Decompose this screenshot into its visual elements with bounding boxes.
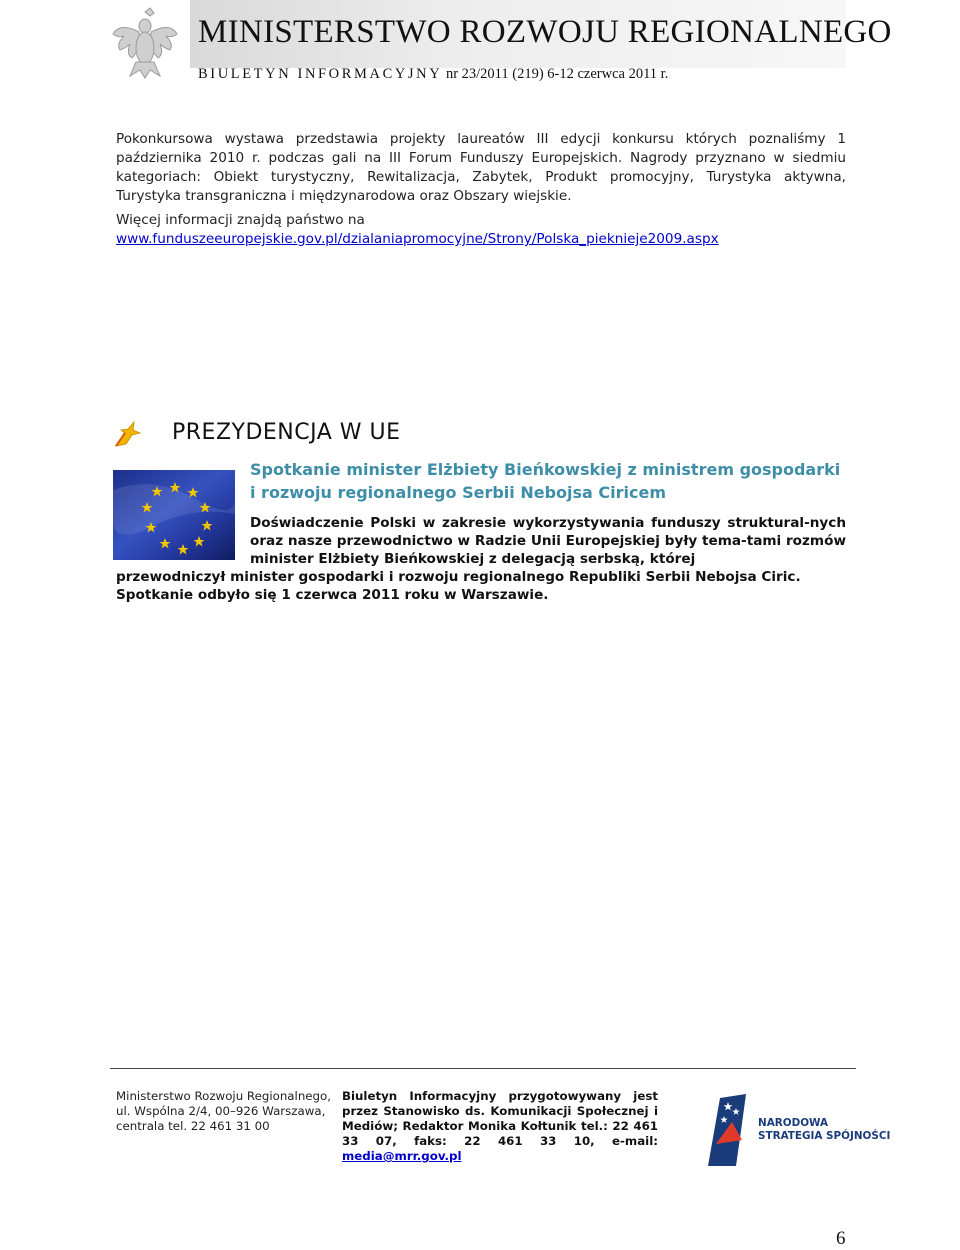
more-info-text: Więcej informacji znajdą państwo na: [116, 212, 365, 228]
intro-paragraph: Pokonkursowa wystawa przedstawia projekty laureatów III edycji konkursu których poznaliśmy 1 października 2010 r. podczas gali na III Forum Funduszy Europejskich. Nagrody przyznano w siedmiu kategoriach: Obiekt turystyczny, Rewitalizacja, Zabytek, Produkt promocyjny, Turystyka aktywna, Turystyka transgraniczna i międzynarodowa oraz Obszary wiejskie.: [116, 131, 846, 204]
page-header: [110, 0, 892, 85]
address-line: Ministerstwo Rozwoju Regionalnego,: [116, 1089, 332, 1103]
article-body-part2: przewodniczył minister gospodarki i rozwoju regionalnego Republiki Serbii Nebojsa Ciric. Spotkanie odbyło się 1 czerwca 2011 roku w Warszawie.: [116, 569, 801, 603]
email-link[interactable]: media@mrr.gov.pl: [342, 1149, 462, 1163]
star-icon: [112, 420, 142, 448]
ministry-title: MINISTERSTWO ROZWOJU REGIONALNEGO: [198, 14, 892, 50]
article-body-part1: Doświadczenie Polski w zakresie wykorzystywania funduszy struktural-nych oraz nasze przewodnictwo w Radzie Unii Europejskiej były tema-tami rozmów minister Elżbiety Bieńkowskiej z delegacją serbską, której: [250, 515, 846, 567]
footer-address: [116, 1089, 331, 1134]
footer-divider: [110, 1068, 856, 1069]
nss-logo-text: [758, 1117, 890, 1143]
funds-link[interactable]: www.funduszeeuropejskie.gov.pl/dzialaniapromocyjne/Strony/Polska_pieknieje2009.aspx: [116, 231, 719, 247]
polish-eagle-emblem-icon: [110, 4, 180, 80]
section-title: PREZYDENCJA W UE: [172, 420, 401, 445]
bulletin-subtitle: [198, 66, 668, 83]
nss-logo-line: NARODOWA: [758, 1117, 829, 1129]
article-title: Spotkanie minister Elżbiety Bieńkowskiej z ministrem gospodarki i rozwoju regionalnego Serbii Nebojsa Ciricem: [250, 460, 841, 502]
bulletin-issue: nr 23/2011 (219) 6-12 czerwca 2011 r.: [445, 66, 669, 82]
page-number: 6: [836, 1228, 846, 1249]
bulletin-info-text: Biuletyn Informacyjny przygotowywany jest przez Stanowisko ds. Komunikacji Społecznej i Mediów; Redaktor Monika Kołtunik tel.: 22 461 33 07, faks: 22 461 33 10, e-mail:: [342, 1089, 658, 1148]
eu-flag-photo: [113, 470, 235, 560]
address-line: ul. Wspólna 2/4, 00–926 Warszawa,: [116, 1104, 326, 1118]
address-line: centrala tel. 22 461 31 00: [116, 1119, 270, 1133]
bulletin-name: BIULETYN INFORMACYJNY: [198, 66, 443, 82]
nss-logo-line: STRATEGIA SPÓJNOŚCI: [758, 1130, 891, 1142]
footer-bulletin-info: [342, 1089, 658, 1164]
